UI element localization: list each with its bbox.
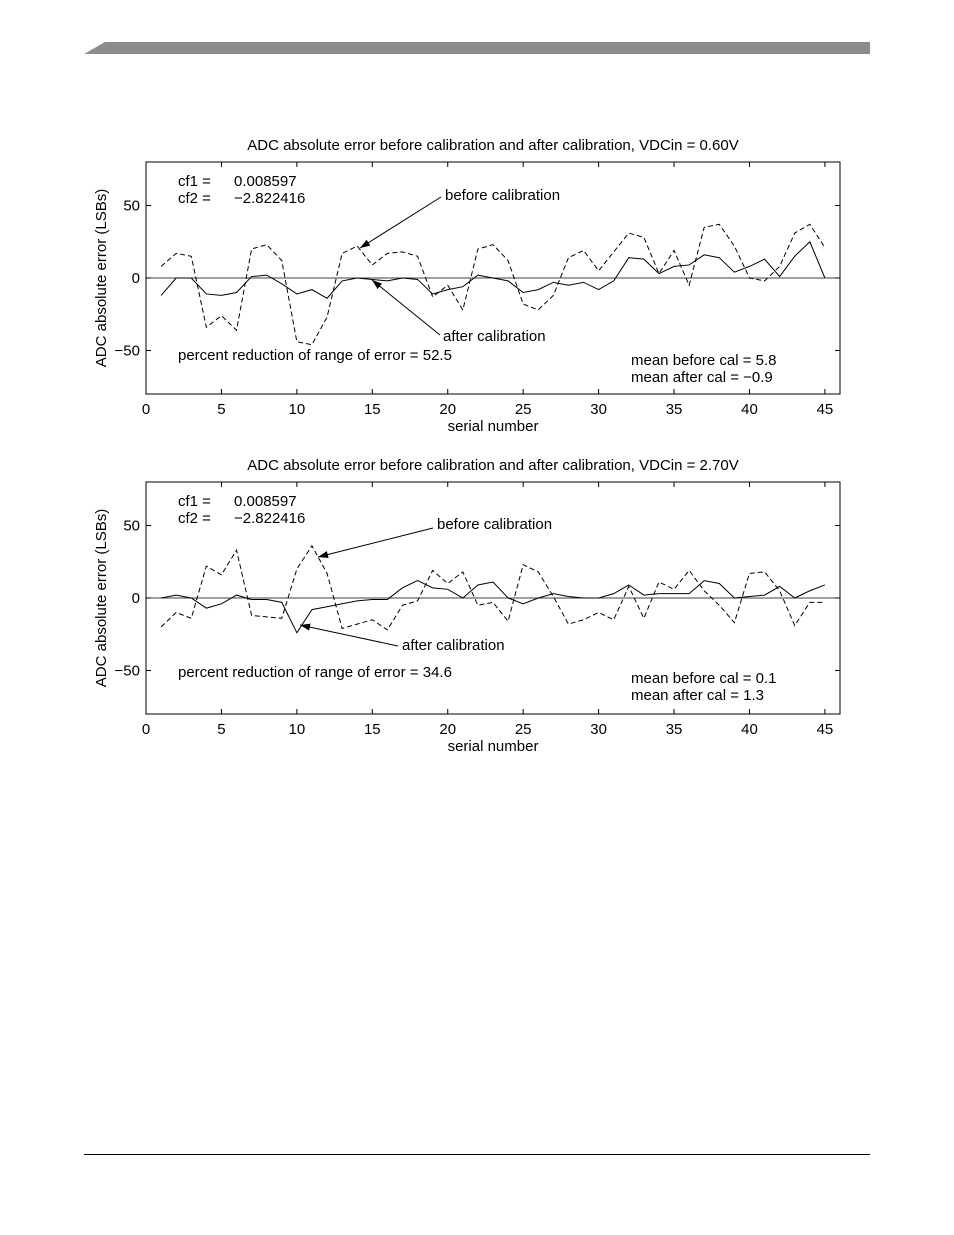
cf1-value: 0.008597 (234, 493, 297, 510)
y-tick-label: 0 (131, 270, 140, 287)
x-tick-label: 45 (816, 721, 834, 738)
mean-after-text: mean after cal = 1.3 (631, 687, 764, 704)
y-axis-label: ADC absolute error (LSBs) (93, 188, 110, 368)
series-line-after (161, 242, 825, 299)
after-calibration-label: after calibration (443, 328, 546, 345)
x-tick-label: 25 (514, 401, 532, 418)
x-tick-label: 10 (288, 401, 306, 418)
reduction-text: percent reduction of range of error = 52.5 (178, 347, 452, 364)
cf1-label: cf1 = (178, 173, 211, 190)
cf2-label: cf2 = (178, 510, 211, 527)
header-bar (0, 0, 954, 60)
mean-before-text: mean before cal = 0.1 (631, 670, 777, 687)
x-tick-label: 30 (590, 721, 607, 738)
chart-title: ADC absolute error before calibration and after calibration, VDCin = 2.70V (247, 457, 739, 474)
y-tick-label: −50 (114, 342, 140, 360)
series-line-after (161, 581, 825, 633)
y-tick-label: 50 (123, 197, 140, 215)
before-arrow-line (318, 528, 433, 557)
series-line-before (161, 546, 825, 630)
x-tick-label: 25 (514, 721, 532, 738)
x-tick-label: 30 (590, 401, 607, 418)
cf2-value: −2.822416 (234, 190, 306, 207)
x-tick-label: 40 (741, 721, 758, 738)
after-calibration-label: after calibration (402, 637, 505, 654)
x-tick-label: 5 (217, 721, 226, 738)
chart-title: ADC absolute error before calibration and after calibration, VDCin = 0.60V (247, 137, 739, 154)
mean-before-text: mean before cal = 5.8 (631, 352, 777, 369)
before-calibration-label: before calibration (437, 516, 553, 533)
y-tick-label: 0 (131, 590, 140, 607)
before-arrow-head (360, 240, 370, 248)
y-axis-label: ADC absolute error (LSBs) (93, 508, 110, 688)
y-tick-label: 50 (123, 517, 140, 535)
before-calibration-label: before calibration (445, 187, 561, 204)
x-tick-label: 15 (363, 401, 381, 418)
series-line-before (161, 224, 825, 344)
footer-rule (84, 1154, 870, 1155)
x-tick-label: 0 (141, 401, 151, 418)
x-tick-label: 45 (816, 401, 834, 418)
x-axis-label: serial number (447, 418, 539, 435)
reduction-text: percent reduction of range of error = 34.6 (178, 664, 452, 681)
x-tick-label: 35 (665, 401, 683, 418)
before-arrow-head (318, 551, 329, 558)
chart-vdcin-270 (0, 440, 954, 770)
x-tick-label: 35 (665, 721, 683, 738)
cf1-value: 0.008597 (234, 173, 297, 190)
cf2-value: −2.822416 (234, 510, 306, 527)
x-tick-label: 40 (741, 401, 758, 418)
x-tick-label: 20 (439, 401, 457, 418)
x-tick-label: 5 (217, 401, 226, 418)
mean-after-text: mean after cal = −0.9 (631, 369, 773, 386)
cf2-label: cf2 = (178, 190, 211, 207)
x-tick-label: 10 (288, 721, 306, 738)
y-tick-label: −50 (114, 662, 140, 680)
after-arrow-head (372, 280, 382, 289)
x-tick-label: 20 (439, 721, 457, 738)
cf1-label: cf1 = (178, 493, 211, 510)
x-tick-label: 15 (363, 721, 381, 738)
chart-vdcin-060 (0, 120, 954, 450)
before-arrow-line (360, 197, 441, 248)
x-axis-label: serial number (447, 738, 539, 755)
x-tick-label: 0 (141, 721, 151, 738)
after-arrow-line (300, 625, 398, 646)
